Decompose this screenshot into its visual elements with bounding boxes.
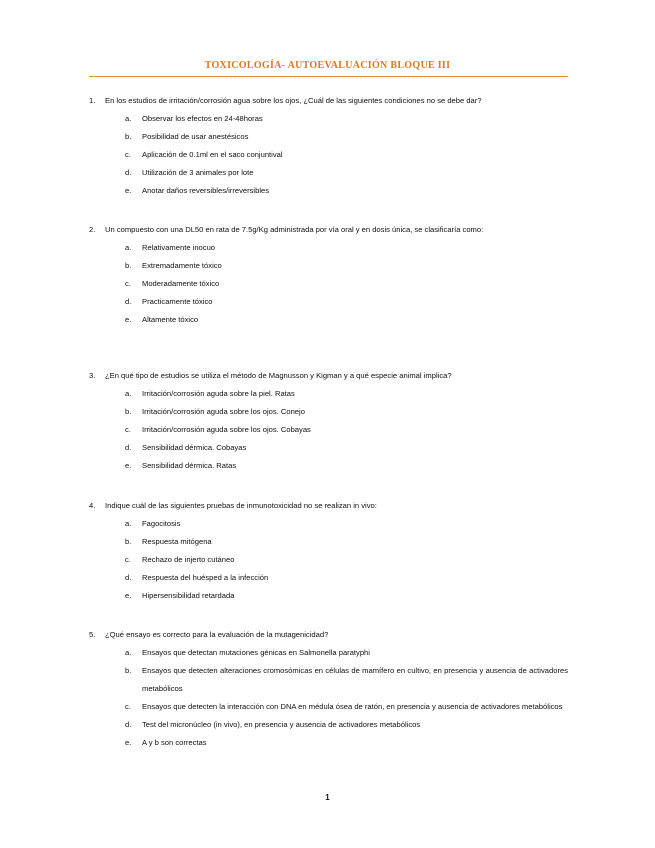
option-a [89, 515, 568, 533]
option-letter: a. [125, 648, 132, 657]
option-d [89, 569, 568, 587]
option-text: A y b son correctas [142, 738, 207, 747]
option-letter: b. [125, 666, 132, 675]
option-c [89, 421, 568, 439]
option-c [89, 551, 568, 569]
option-letter: c. [125, 425, 131, 434]
option-c [89, 698, 568, 716]
options-list [89, 644, 568, 752]
question-number: 3. [89, 371, 96, 380]
question-2 [89, 221, 568, 329]
page-number: 1 [325, 793, 330, 802]
option-text: Posibilidad de usar anestésicos [142, 132, 249, 141]
option-letter: e. [125, 738, 132, 747]
option-text: Observar los efectos en 24-48horas [142, 114, 263, 123]
option-letter: b. [125, 261, 132, 270]
option-letter: e. [125, 186, 132, 195]
question-text: ¿Qué ensayo es correcto para la evaluación de la mutagenicidad? [105, 630, 329, 639]
option-text: Anotar daños reversibles/irreversibles [142, 186, 270, 195]
option-letter: c. [125, 150, 131, 159]
question-text: Indique cuál de las siguientes pruebas de inmunotoxicidad no se realizan in vivo: [105, 501, 377, 510]
question-number: 1. [89, 96, 96, 105]
question-text: En los estudios de irritación/corrosión agua sobre los ojos, ¿Cuál de las siguientes condiciones no se debe dar? [105, 96, 482, 105]
option-letter: c. [125, 702, 131, 711]
option-letter: d. [125, 168, 132, 177]
option-letter: e. [125, 461, 132, 470]
options-list [89, 110, 568, 200]
option-text: Respuesta mitógena [142, 537, 212, 546]
options-list [89, 385, 568, 475]
option-text: Sensibilidad dérmica. Cobayas [142, 443, 247, 452]
option-text: Test del micronúcleo (in vivo), en presencia y ausencia de activadores metabólicos [142, 720, 421, 729]
option-text: Sensibilidad dérmica. Ratas [142, 461, 237, 470]
question-1 [89, 92, 568, 200]
question-number: 2. [89, 225, 96, 234]
option-letter: b. [125, 407, 132, 416]
option-letter: a. [125, 243, 132, 252]
option-letter: b. [125, 537, 132, 546]
option-letter: c. [125, 555, 131, 564]
option-text: Hipersensibilidad retardada [142, 591, 235, 600]
option-text: Ensayos que detectan mutaciones génicas en Salmonella paratyphi [142, 648, 370, 657]
option-c [89, 146, 568, 164]
option-text: Ensayos que detecten alteraciones cromosómicas en células de mamífero en cultivo, en presencia y ausencia de activadores metabólicos [142, 666, 568, 693]
option-text: Fagocitosis [142, 519, 181, 528]
option-letter: a. [125, 519, 132, 528]
option-a [89, 644, 568, 662]
question-5 [89, 626, 568, 752]
option-a [89, 385, 568, 403]
question-text: Un compuesto con una DL50 en rata de 7.5g/Kg administrada por vía oral y en dosis única, se clasificaría como: [105, 225, 484, 234]
option-letter: d. [125, 720, 132, 729]
option-letter: b. [125, 132, 132, 141]
option-text: Aplicación de 0.1ml en el saco conjuntival [142, 150, 283, 159]
option-text: Utilización de 3 animales por lote [142, 168, 254, 177]
option-text: Irritación/corrosión aguda sobre los ojos. Cobayas [142, 425, 311, 434]
option-letter: d. [125, 443, 132, 452]
option-d [89, 716, 568, 734]
options-list [89, 515, 568, 605]
option-b [89, 257, 568, 275]
title-divider [89, 76, 568, 77]
option-a [89, 239, 568, 257]
option-letter: e. [125, 591, 132, 600]
option-d [89, 164, 568, 182]
option-text: Ensayos que detecten la interacción con DNA en médula ósea de ratón, en presencia y ausencia de activadores metabólicos [142, 702, 563, 711]
option-text: Irritación/corrosión aguda sobre la piel. Ratas [142, 389, 295, 398]
option-e [89, 311, 568, 329]
option-text: Respuesta del huésped a la infección [142, 573, 269, 582]
option-letter: e. [125, 315, 132, 324]
option-e [89, 587, 568, 605]
option-e [89, 182, 568, 200]
option-text: Moderadamente tóxico [142, 279, 220, 288]
option-text: Practicamente tóxico [142, 297, 213, 306]
question-number: 4. [89, 501, 96, 510]
question-4 [89, 497, 568, 605]
option-b [89, 533, 568, 551]
option-letter: d. [125, 573, 132, 582]
option-text: Irritación/corrosión aguda sobre los ojos. Conejo [142, 407, 305, 416]
option-letter: d. [125, 297, 132, 306]
question-3 [89, 367, 568, 475]
option-letter: c. [125, 279, 131, 288]
option-e [89, 734, 568, 752]
option-b [89, 128, 568, 146]
option-d [89, 293, 568, 311]
option-text: Rechazo de injerto cutáneo [142, 555, 235, 564]
option-text: Relativamente inocuo [142, 243, 216, 252]
option-text: Extremadamente tóxico [142, 261, 222, 270]
option-letter: a. [125, 389, 132, 398]
page-title: TOXICOLOGÍA- AUTOEVALUACIÓN BLOQUE III [204, 60, 451, 71]
option-d [89, 439, 568, 457]
option-letter: a. [125, 114, 132, 123]
option-b [89, 662, 568, 698]
question-number: 5. [89, 630, 96, 639]
options-list [89, 239, 568, 329]
option-b [89, 403, 568, 421]
question-text: ¿En qué tipo de estudios se utiliza el método de Magnusson y Kigman y a qué especie animal implica? [105, 371, 452, 380]
option-c [89, 275, 568, 293]
option-a [89, 110, 568, 128]
option-text: Altamente tóxico [142, 315, 199, 324]
option-e [89, 457, 568, 475]
